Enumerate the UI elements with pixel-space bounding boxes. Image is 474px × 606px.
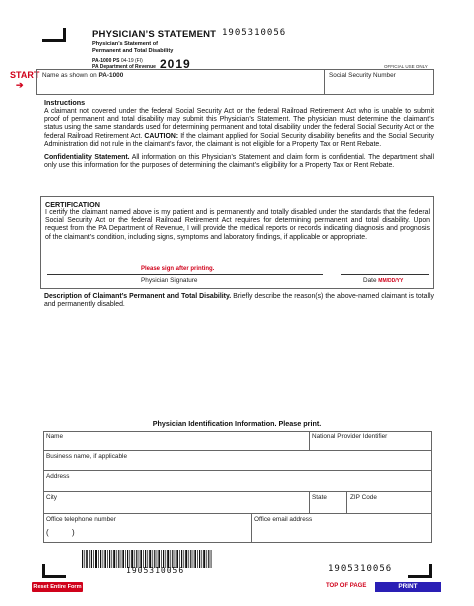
claimant-name-input[interactable] <box>41 80 321 93</box>
department-name: PA Department of Revenue <box>92 64 156 70</box>
column-divider <box>251 513 252 543</box>
certification-heading: CERTIFICATION <box>45 200 100 209</box>
row-divider <box>43 470 432 471</box>
tax-year: 2019 <box>160 57 191 71</box>
signature-label: Physician Signature <box>141 277 198 284</box>
row-divider <box>43 450 432 451</box>
footer-barcode-number: 1905310056 <box>328 564 393 574</box>
city-input[interactable] <box>45 502 305 512</box>
start-marker <box>10 70 39 90</box>
state-input[interactable] <box>311 502 344 512</box>
physician-info-heading: Physician Identification Information. Please print. <box>152 419 322 428</box>
instructions-text: A claimant not covered under the federal Social Security Act or the federal Railroad Retirement Act who is unable to submit proof of permanent and total disability may submit this Physician’s Statement. The physician must determine the claimant’s status using the same standards used for determining permanent and total disability under the federal Social Security Act or the federal Railroad Retirement Act. CAUTION: If the claimant applied for Social Security disability benefits and the Social Security Administration did not rule in the claimant’s favor, the claimant is not eligible for a Property Tax or Rent Rebate. <box>44 108 434 148</box>
registration-mark-bottom-right <box>408 564 432 578</box>
instructions-section <box>44 98 434 170</box>
ssn-input[interactable] <box>329 80 429 93</box>
field-divider <box>324 70 325 95</box>
registration-mark-bottom-left <box>42 564 66 578</box>
column-divider <box>309 431 310 450</box>
row-divider <box>43 513 432 514</box>
business-name-input[interactable] <box>45 460 430 469</box>
certification-box <box>40 196 434 289</box>
claimant-name-label: Name as shown on PA-1000 <box>42 72 124 79</box>
form-revision: 04-19 (FI) <box>120 58 143 64</box>
start-arrow-icon: ➔ <box>16 80 24 90</box>
signature-line <box>47 274 323 275</box>
address-label: Address <box>46 473 70 480</box>
subtitle-line-1: Physician’s Statement of <box>92 41 159 47</box>
subtitle-line-2: Permanent and Total Disability <box>92 47 174 54</box>
city-label: City <box>46 494 58 501</box>
form-title: PHYSICIAN’S STATEMENT <box>92 29 217 40</box>
claimant-info-row <box>36 69 434 95</box>
header-barcode-number: 1905310056 <box>222 28 287 38</box>
zip-input[interactable] <box>348 502 430 512</box>
reset-form-button[interactable]: Reset Entire Form <box>33 584 82 590</box>
form-id: PA-1000 PS <box>92 58 120 64</box>
date-label: Date MM/DD/YY <box>363 277 404 284</box>
phone-area-close: ) <box>72 528 75 537</box>
footer-barcode-text: 1905310056 <box>126 566 185 575</box>
official-use-label: OFFICIAL USE ONLY <box>384 64 428 69</box>
print-button[interactable]: PRINT <box>375 582 441 592</box>
phone-label: Office telephone number <box>46 516 116 523</box>
physician-name-label: Name <box>46 433 64 440</box>
ssn-label: Social Security Number <box>329 72 396 79</box>
sign-notice: Please sign after printing. <box>141 266 215 272</box>
phone-area-open: ( <box>46 528 49 537</box>
physician-name-input[interactable] <box>45 440 305 449</box>
registration-mark-top-left <box>42 28 66 42</box>
form-subtitle <box>92 41 173 54</box>
row-divider <box>43 491 432 492</box>
disability-description-input[interactable] <box>44 313 434 413</box>
date-input[interactable] <box>341 261 429 273</box>
certification-text: I certify the claimant named above is my patient and is permanently and totally disabled under the standards that the federal Social Security Act or the federal Railroad Retirement Act requires for determining permanent and total disability. Upon request from the PA Department of Revenue, I will provide the medical reports or records indicating diagnosis and prognosis of the claimant’s condition, including signs, symptoms and laboratory findings, if applicable or appropriate. <box>45 209 430 241</box>
state-label: State <box>312 494 327 501</box>
date-line <box>341 274 429 275</box>
npi-label: National Provider Identifier <box>312 433 388 440</box>
confidentiality-text: Confidentiality Statement. All information on this Physician’s Statement and claim form is confidential. The department shall only use this information for the purposes of determining the claimant’s eligibility for a Property Tax or Rent Rebate. <box>44 154 434 170</box>
disability-description-prompt: Description of Claimant’s Permanent and Total Disability. Briefly describe the reason(s) the above-named claimant is totally and permanently disabled. <box>44 293 434 309</box>
address-input[interactable] <box>45 480 430 490</box>
instructions-heading: Instructions <box>44 98 86 107</box>
column-divider <box>309 491 310 513</box>
start-label: START <box>10 70 40 80</box>
phone-area-code-input[interactable] <box>52 527 70 539</box>
top-of-page-link[interactable]: TOP OF PAGE <box>326 583 367 589</box>
npi-input[interactable] <box>311 440 430 449</box>
phone-number-input[interactable] <box>78 527 246 539</box>
email-input[interactable] <box>254 524 430 540</box>
zip-label: ZIP Code <box>350 494 377 501</box>
email-label: Office email address <box>254 516 313 523</box>
column-divider <box>346 491 347 513</box>
business-name-label: Business name, if applicable <box>46 453 127 460</box>
